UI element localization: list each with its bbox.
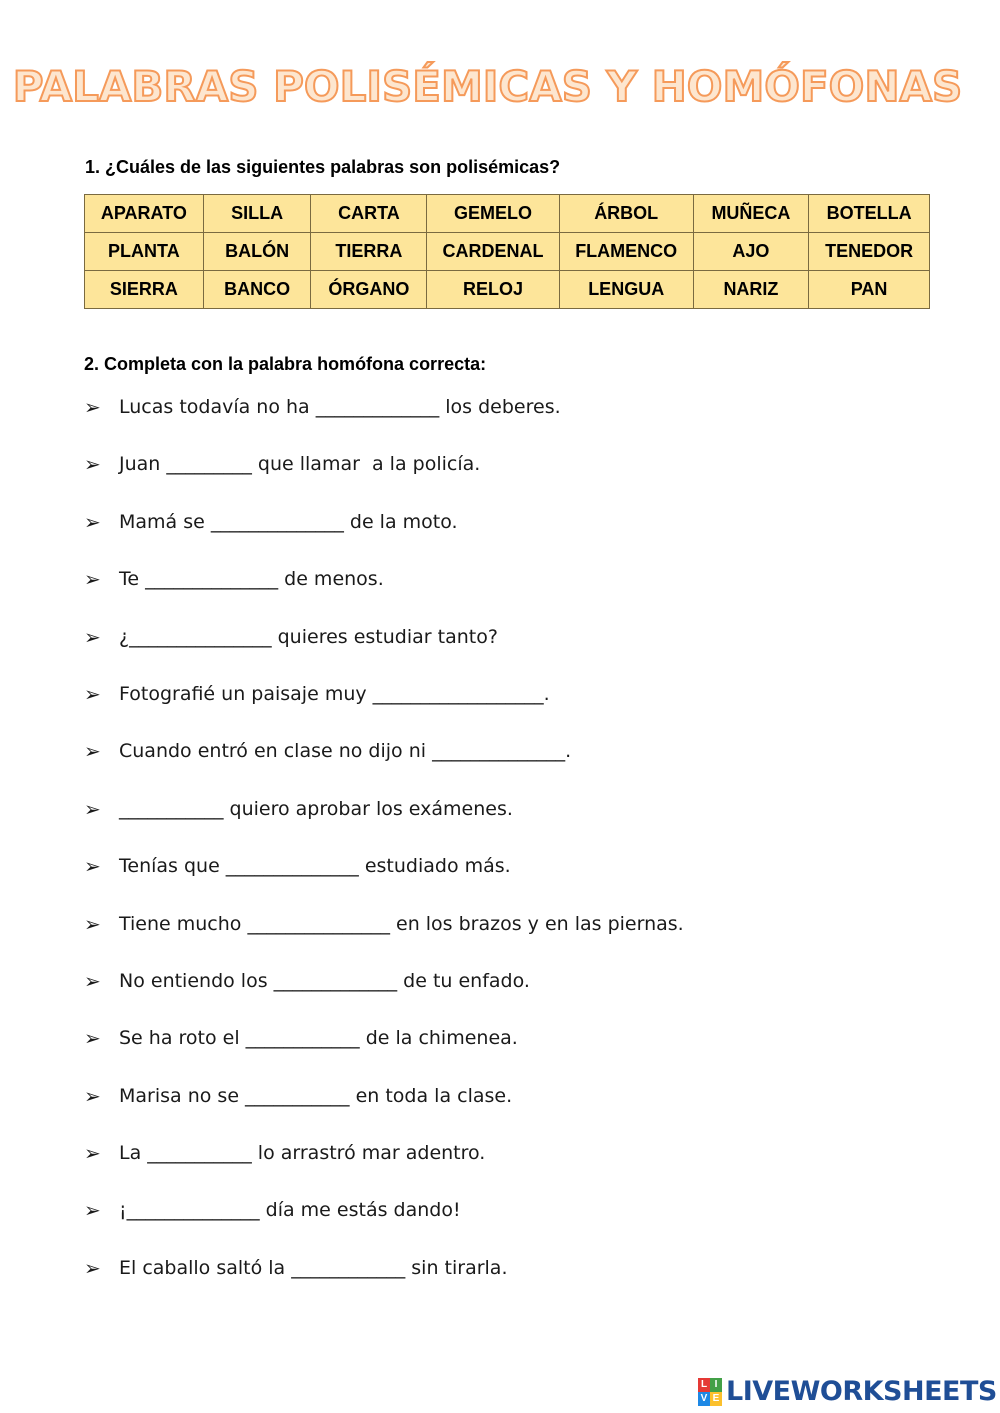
arrow-bullet-icon: ➢	[84, 854, 101, 879]
arrow-bullet-icon: ➢	[84, 796, 101, 821]
sentence-text[interactable]: Tiene mucho _______________ en los brazos y en las piernas.	[119, 912, 684, 935]
sentence-text[interactable]: La ___________ lo arrastró mar adentro.	[119, 1142, 486, 1165]
word-cell[interactable]: TENEDOR	[809, 233, 930, 271]
logo-mark-letter: L	[698, 1378, 710, 1392]
word-cell[interactable]: BANCO	[203, 271, 311, 309]
word-row	[85, 195, 930, 233]
logo-mark-icon	[698, 1378, 722, 1406]
arrow-bullet-icon: ➢	[84, 911, 101, 936]
word-row	[85, 233, 930, 271]
arrow-bullet-icon: ➢	[84, 567, 101, 592]
word-cell[interactable]: APARATO	[85, 195, 204, 233]
sentence-text[interactable]: Cuando entró en clase no dijo ni ______________.	[119, 740, 572, 763]
sentence-text[interactable]: ¿_______________ quieres estudiar tanto?	[119, 625, 498, 648]
logo-mark-letter: I	[710, 1378, 722, 1392]
sentence-item	[84, 393, 684, 450]
sentence-text[interactable]: Te ______________ de menos.	[119, 568, 384, 591]
sentence-item	[84, 508, 684, 565]
logo-mark-letter: E	[710, 1392, 722, 1406]
sentence-text[interactable]: Marisa no se ___________ en toda la clase.	[119, 1084, 513, 1107]
sentence-item	[84, 1024, 684, 1081]
word-cell[interactable]: AJO	[693, 233, 808, 271]
logo-text: LIVEWORKSHEETS	[726, 1376, 997, 1407]
word-cell[interactable]: SIERRA	[85, 271, 204, 309]
word-cell[interactable]: BALÓN	[203, 233, 311, 271]
arrow-bullet-icon: ➢	[84, 509, 101, 534]
word-cell[interactable]: TIERRA	[311, 233, 427, 271]
sentence-text[interactable]: El caballo saltó la ____________ sin tirarla.	[119, 1256, 508, 1279]
sentence-item	[84, 1254, 684, 1311]
sentence-text[interactable]: No entiendo los _____________ de tu enfado.	[119, 969, 530, 992]
word-cell[interactable]: NARIZ	[693, 271, 808, 309]
word-cell[interactable]: LENGUA	[559, 271, 693, 309]
sentence-text[interactable]: ___________ quiero aprobar los exámenes.	[119, 797, 513, 820]
word-cell[interactable]: PAN	[809, 271, 930, 309]
word-cell[interactable]: ÁRBOL	[559, 195, 693, 233]
arrow-bullet-icon: ➢	[84, 395, 101, 419]
sentence-item	[84, 852, 684, 909]
sentence-item	[84, 623, 684, 680]
word-cell[interactable]: CARDENAL	[427, 233, 559, 271]
arrow-bullet-icon: ➢	[84, 968, 101, 993]
sentence-item	[84, 1196, 684, 1253]
sentence-text[interactable]: Juan _________ que llamar a la policía.	[119, 453, 481, 476]
sentence-item	[84, 1082, 684, 1139]
sentence-item	[84, 1139, 684, 1196]
page-title: PALABRAS POLISÉMICAS Y HOMÓFONAS	[12, 62, 963, 111]
word-cell[interactable]: ÓRGANO	[311, 271, 427, 309]
arrow-bullet-icon: ➢	[84, 1026, 101, 1051]
sentence-text[interactable]: ¡______________ día me estás dando!	[119, 1199, 461, 1222]
word-cell[interactable]: MUÑECA	[693, 195, 808, 233]
sentence-item	[84, 680, 684, 737]
arrow-bullet-icon: ➢	[84, 1255, 101, 1280]
sentence-text[interactable]: Mamá se ______________ de la moto.	[119, 510, 458, 533]
sentence-item	[84, 737, 684, 794]
question-1: 1. ¿Cuáles de las siguientes palabras son polisémicas?	[85, 157, 561, 177]
word-cell[interactable]: SILLA	[203, 195, 311, 233]
word-cell[interactable]: FLAMENCO	[559, 233, 693, 271]
liveworksheets-logo	[698, 1376, 997, 1407]
sentence-item	[84, 910, 684, 967]
sentence-item	[84, 967, 684, 1024]
arrow-bullet-icon: ➢	[84, 452, 101, 477]
sentence-item	[84, 565, 684, 622]
sentence-list	[84, 393, 684, 1311]
question-2: 2. Completa con la palabra homófona correcta:	[84, 354, 487, 374]
word-cell[interactable]: PLANTA	[85, 233, 204, 271]
arrow-bullet-icon: ➢	[84, 739, 101, 764]
sentence-item	[84, 795, 684, 852]
word-cell[interactable]: CARTA	[311, 195, 427, 233]
arrow-bullet-icon: ➢	[84, 1198, 101, 1223]
arrow-bullet-icon: ➢	[84, 681, 101, 706]
word-cell[interactable]: GEMELO	[427, 195, 559, 233]
sentence-text[interactable]: Tenías que ______________ estudiado más.	[119, 855, 511, 878]
sentence-text[interactable]: Fotografié un paisaje muy __________________.	[119, 682, 550, 705]
word-cell[interactable]: RELOJ	[427, 271, 559, 309]
logo-mark-letter: V	[698, 1392, 710, 1406]
sentence-text[interactable]: Lucas todavía no ha _____________ los deberes.	[119, 396, 561, 418]
word-row	[85, 271, 930, 309]
arrow-bullet-icon: ➢	[84, 1083, 101, 1108]
arrow-bullet-icon: ➢	[84, 1141, 101, 1166]
sentence-item	[84, 450, 684, 507]
word-table	[84, 194, 930, 309]
arrow-bullet-icon: ➢	[84, 624, 101, 649]
sentence-text[interactable]: Se ha roto el ____________ de la chimenea.	[119, 1027, 518, 1050]
word-cell[interactable]: BOTELLA	[809, 195, 930, 233]
